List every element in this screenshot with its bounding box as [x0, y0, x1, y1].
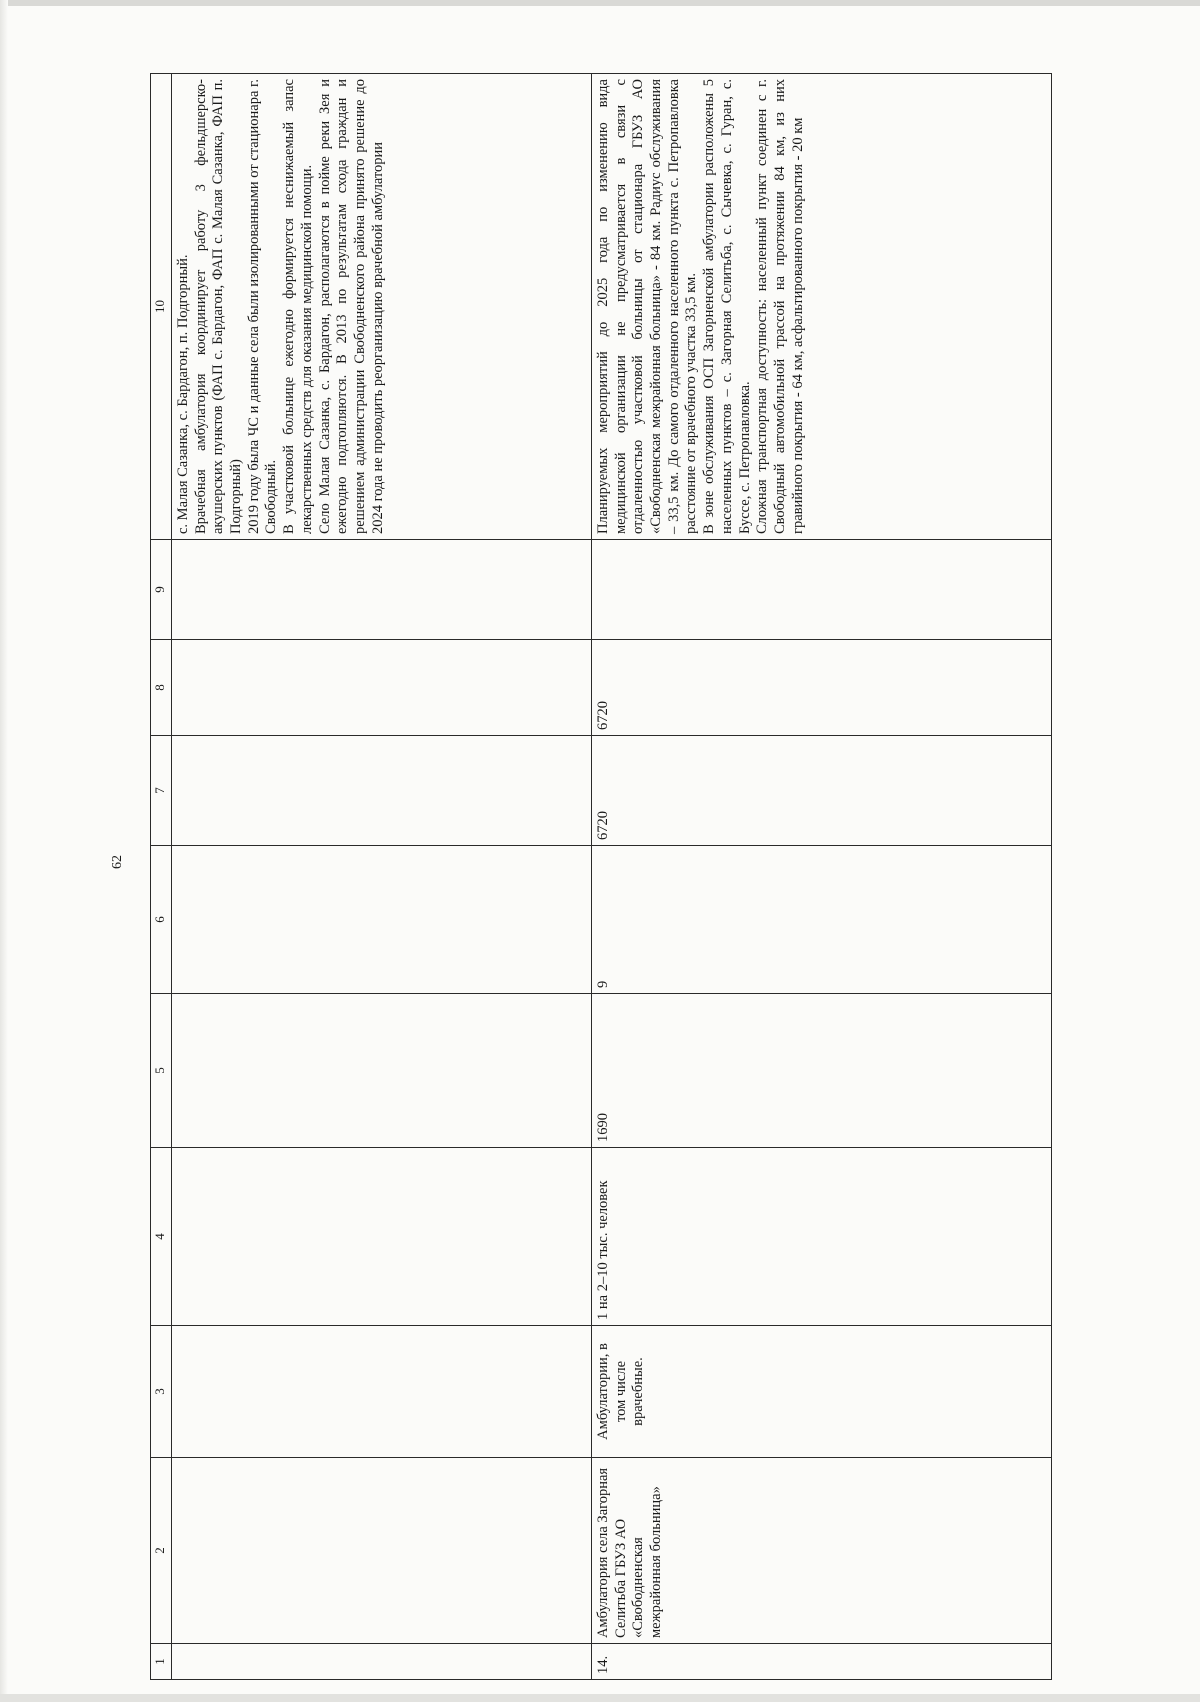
- facility-type-cell: Амбулатории, в том числе врачебные.: [592, 1326, 1052, 1458]
- column-number: 9: [151, 540, 172, 640]
- value-cell: [172, 994, 592, 1148]
- comment-cell: [172, 74, 592, 540]
- facilities-table: [150, 73, 1052, 1680]
- scan-edge-top: [0, 0, 1200, 6]
- comment-paragraph: Село Малая Сазанка, с. Бардагон, располагаются в пойме реки Зея и ежегодно подтопляются. В 2013 по результатам схода граждан и решением администрации Свободненского района принято решение до 2024 года не проводить реорганизацию врачебной амбулатории: [316, 79, 386, 534]
- facility-type-cell: [172, 1326, 592, 1458]
- column-number: 10: [151, 74, 172, 540]
- facility-name-cell: [172, 1458, 592, 1644]
- comment-paragraph: Сложная транспортная доступность: населенный пункт соединен с г. Свободный автомобильной трассой на протяжении 84 км, из них гравийного покрытия - 64 км, асфальтированного покрытия - 20 км: [754, 79, 806, 534]
- value-cell: [172, 736, 592, 846]
- comment-paragraph: В зоне обслуживания ОСП Загорненской амбулатории расположены 5 населенных пунктов – с. Загорная Селитьба, с. Сычевка, с. Гуран, с. Буссе, с. Петропавловка.: [701, 79, 753, 534]
- column-number-row: [151, 74, 172, 1680]
- column-number: 5: [151, 994, 172, 1148]
- comment-paragraph: 2019 году была ЧС и данные села были изолированными от стационара г. Свободный.: [245, 79, 280, 534]
- comment-paragraph: с. Малая Сазанка, с. Бардагон, п. Подгорный.: [175, 254, 191, 534]
- column-number: 7: [151, 736, 172, 846]
- column-number: 6: [151, 846, 172, 994]
- rotated-table-wrapper: [150, 74, 1052, 1680]
- table-row: [172, 74, 592, 1680]
- norm-cell: 1 на 2–10 тыс. человек: [592, 1148, 1052, 1326]
- column-number: 4: [151, 1148, 172, 1326]
- value-cell: 1690: [592, 994, 1052, 1148]
- column-number: 8: [151, 640, 172, 736]
- value-cell: 6720: [592, 640, 1052, 736]
- scan-edge-left: [0, 0, 8, 1702]
- row-number-cell: [172, 1644, 592, 1680]
- scan-edge-bottom: [0, 1694, 1200, 1702]
- value-cell: [172, 846, 592, 994]
- facility-name-cell: Амбулатория села Загорная Селитьба ГБУЗ АО «Свободненская межрайонная больница»: [592, 1458, 1052, 1644]
- value-cell: [592, 540, 1052, 640]
- value-cell: 9: [592, 846, 1052, 994]
- comment-paragraph: Планируемых мероприятий до 2025 года по изменению вида медицинской организации не предусматривается в связи с отдаленностью участковой больницы от стационара ГБУЗ АО «Свободненская межрайонная больница» - 84 км. Радиус обслуживания – 33,5 км. До самого отдаленного населенного пункта с. Петропавловка расстояние от врачебного участка 33,5 км.: [595, 79, 700, 534]
- comment-paragraph: Врачебная амбулатория координирует работу 3 фельдшерско-акушерских пунктов (ФАП с. Бардагон, ФАП с. Малая Сазанка, ФАП п. Подгорный): [192, 79, 245, 534]
- page-number: 62: [110, 855, 125, 869]
- norm-cell: [172, 1148, 592, 1326]
- value-cell: 6720: [592, 736, 1052, 846]
- value-cell: [172, 640, 592, 736]
- comment-paragraph: В участковой больнице ежегодно формируется неснижаемый запас лекарственных средств для оказания медицинской помощи.: [281, 79, 315, 534]
- comment-cell: [592, 74, 1052, 540]
- table-row: [592, 74, 1052, 1680]
- column-number: 3: [151, 1326, 172, 1458]
- row-number-cell: 14.: [592, 1644, 1052, 1680]
- column-number: 2: [151, 1458, 172, 1644]
- column-number: 1: [151, 1644, 172, 1680]
- value-cell: [172, 540, 592, 640]
